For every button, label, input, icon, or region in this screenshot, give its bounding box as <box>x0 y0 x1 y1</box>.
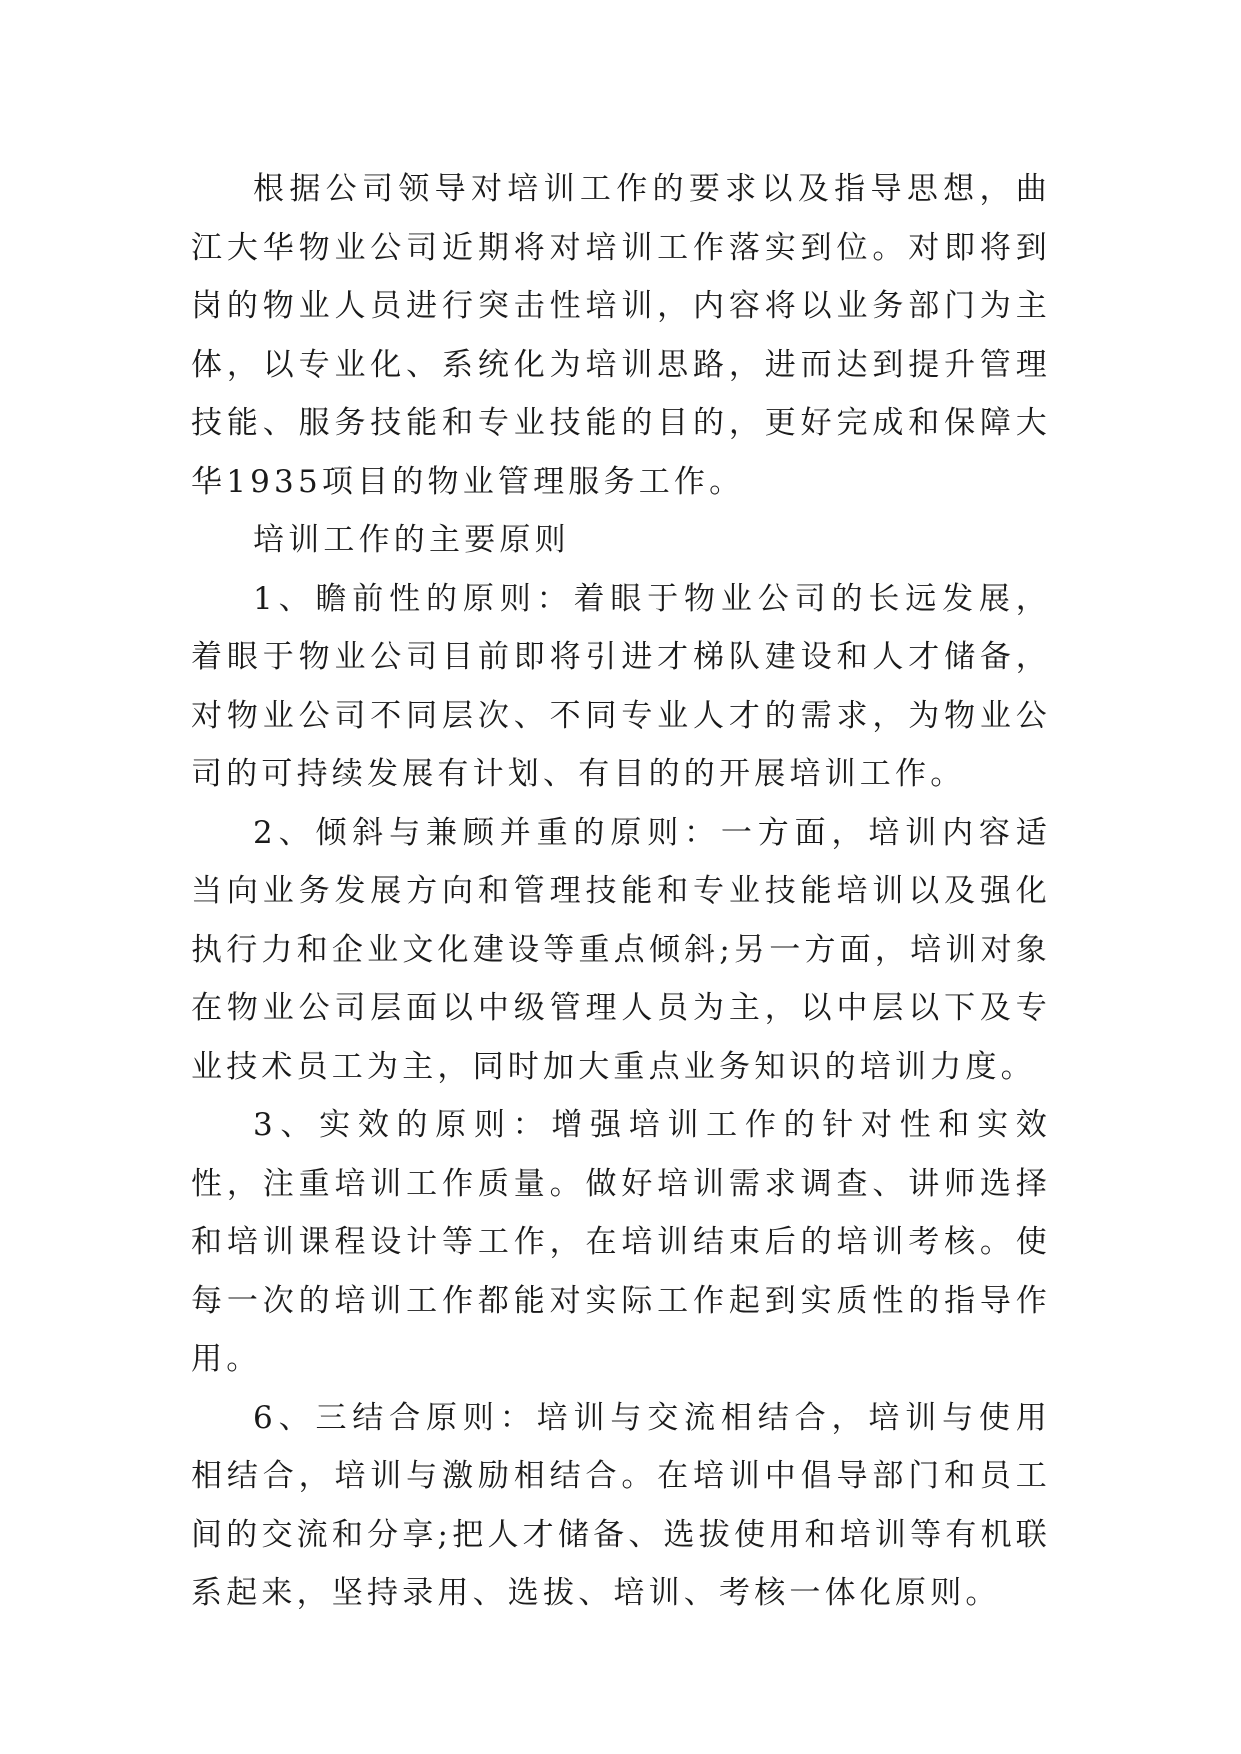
section-heading: 培训工作的主要原则 <box>253 522 570 558</box>
principle-paragraph: 2、倾斜与兼顾并重的原则：一方面，培训内容适当向业务发展方向和管理技能和专业技能培训以及强化执行力和企业文化建设等重点倾斜;另一方面，培训对象在物业公司层面以中级管理人员为主，以中层以下及专业技术员工为主，同时加大重点业务知识的培训力度。 <box>191 814 1051 1085</box>
principle-paragraph: 1、瞻前性的原则：着眼于物业公司的长远发展，着眼于物业公司目前即将引进才梯队建设和人才储备，对物业公司不同层次、不同专业人才的需求，为物业公司的可持续发展有计划、有目的的开展培训工作。 <box>191 580 1051 792</box>
principle-paragraph: 6、三结合原则：培训与交流相结合，培训与使用相结合，培训与激励相结合。在培训中倡导部门和员工间的交流和分享;把人才储备、选拔使用和培训等有机联系起来，坚持录用、选拔、培训、考核一体化原则。 <box>191 1399 1051 1611</box>
intro-paragraph: 根据公司领导对培训工作的要求以及指导思想，曲江大华物业公司近期将对培训工作落实到位。对即将到岗的物业人员进行突击性培训，内容将以业务部门为主体，以专业化、系统化为培训思路，进而达到提升管理技能、服务技能和专业技能的目的，更好完成和保障大华1935项目的物业管理服务工作。 <box>191 171 1051 500</box>
document-page <box>191 160 1051 1623</box>
principle-paragraph: 3、实效的原则：增强培训工作的针对性和实效性，注重培训工作质量。做好培训需求调查、讲师选择和培训课程设计等工作，在培训结束后的培训考核。使每一次的培训工作都能对实际工作起到实质性的指导作用。 <box>191 1107 1051 1377</box>
